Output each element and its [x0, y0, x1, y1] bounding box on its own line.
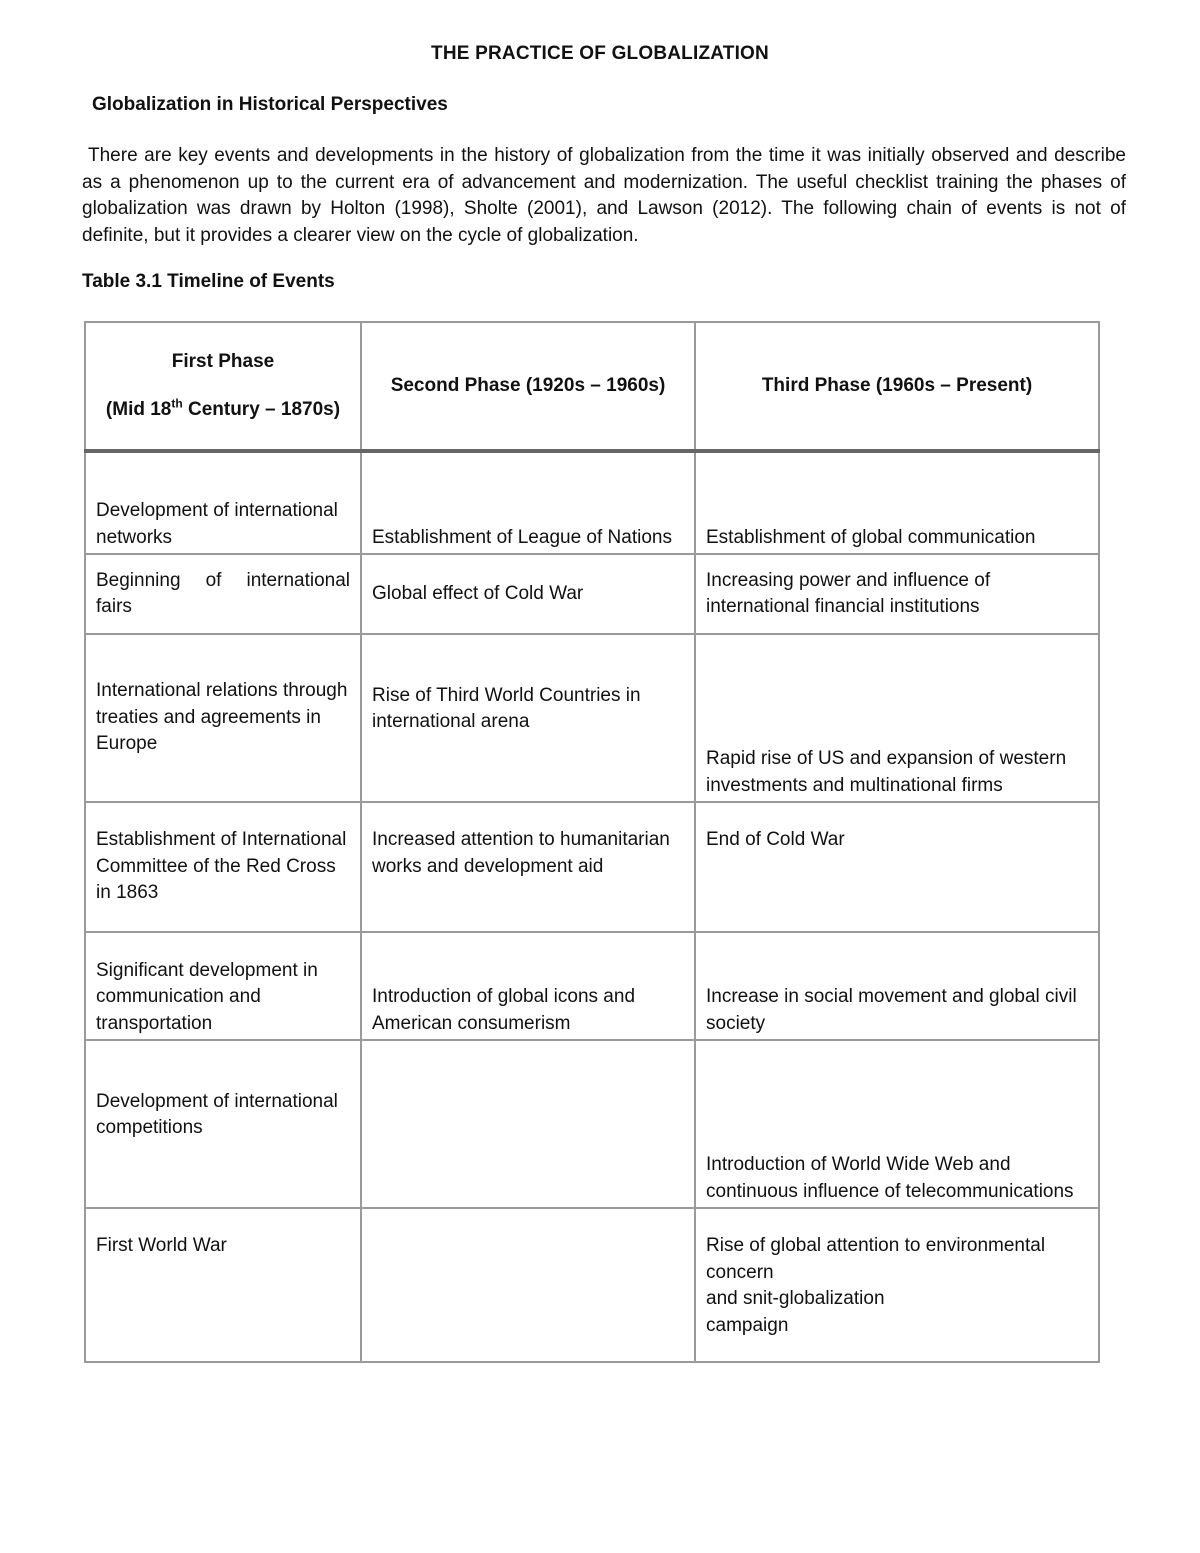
table-cell-second-phase	[361, 1040, 695, 1208]
table-cell-third-phase: Introduction of World Wide Web and continuous influence of telecommunications	[695, 1040, 1099, 1208]
table-cell-first-phase: Beginning of international fairs	[85, 554, 361, 634]
table-cell-second-phase: Rise of Third World Countries in international arena	[361, 634, 695, 802]
table-cell-third-phase: End of Cold War	[695, 802, 1099, 932]
table-cell-third-phase: Increase in social movement and global civil society	[695, 932, 1099, 1040]
table-cell-second-phase: Introduction of global icons and American consumerism	[361, 932, 695, 1040]
table-caption: Table 3.1 Timeline of Events	[82, 271, 335, 292]
table-cell-first-phase: Significant development in communication and transportation	[85, 932, 361, 1040]
table-cell-third-phase: Establishment of global communication	[695, 451, 1099, 554]
table-header-row	[85, 322, 1099, 451]
table-cell-second-phase: Global effect of Cold War	[361, 554, 695, 634]
table-cell-first-phase: International relations through treaties and agreements in Europe	[85, 634, 361, 802]
table-row	[85, 451, 1099, 554]
section-heading: Globalization in Historical Perspectives	[92, 94, 448, 115]
header-first-phase-name: First Phase	[171, 350, 275, 372]
cell-line: and snit-globalization	[706, 1288, 885, 1309]
cell-line: campaign	[706, 1314, 789, 1336]
header-second-phase: Second Phase (1920s – 1960s)	[361, 322, 695, 451]
table-cell-third-phase: Rapid rise of US and expansion of western investments and multinational firms	[695, 634, 1099, 802]
table-cell-first-phase: First World War	[85, 1208, 361, 1362]
intro-paragraph: There are key events and developments in the history of globalization from the time it was initially observed and describe as a phenomenon up to the current era of advancement and modernization. The useful checklist training the phases of globalization was drawn by Holton (1998), Sholte (2001), and Lawson (2012). The following chain of events is not of definite, but it provides a clearer view on the cycle of globalization.	[82, 145, 1126, 246]
table-cell-second-phase: Establishment of League of Nations	[361, 451, 695, 554]
table-row	[85, 554, 1099, 634]
table-row	[85, 634, 1099, 802]
page-title: THE PRACTICE OF GLOBALIZATION	[431, 43, 769, 64]
table-cell-second-phase	[361, 1208, 695, 1362]
timeline-table	[84, 321, 1100, 1363]
table-row	[85, 802, 1099, 932]
table-cell-first-phase: Development of international competitions	[85, 1040, 361, 1208]
table-row	[85, 1208, 1099, 1362]
table-row	[85, 1040, 1099, 1208]
table-row	[85, 932, 1099, 1040]
cell-line: Rise of global attention to environmental concern	[706, 1235, 1046, 1283]
table-cell-second-phase: Increased attention to humanitarian works and development aid	[361, 802, 695, 932]
table-cell-third-phase: Increasing power and influence of international financial institutions	[695, 554, 1099, 634]
table-cell-third-phase	[695, 1208, 1099, 1362]
table-cell-first-phase: Development of international networks	[85, 451, 361, 554]
header-first-phase-period: (Mid 18th Century – 1870s)	[105, 396, 341, 420]
header-third-phase: Third Phase (1960s – Present)	[695, 322, 1099, 451]
table-cell-first-phase: Establishment of International Committee of the Red Cross in 1863	[85, 802, 361, 932]
header-first-phase	[85, 322, 361, 451]
